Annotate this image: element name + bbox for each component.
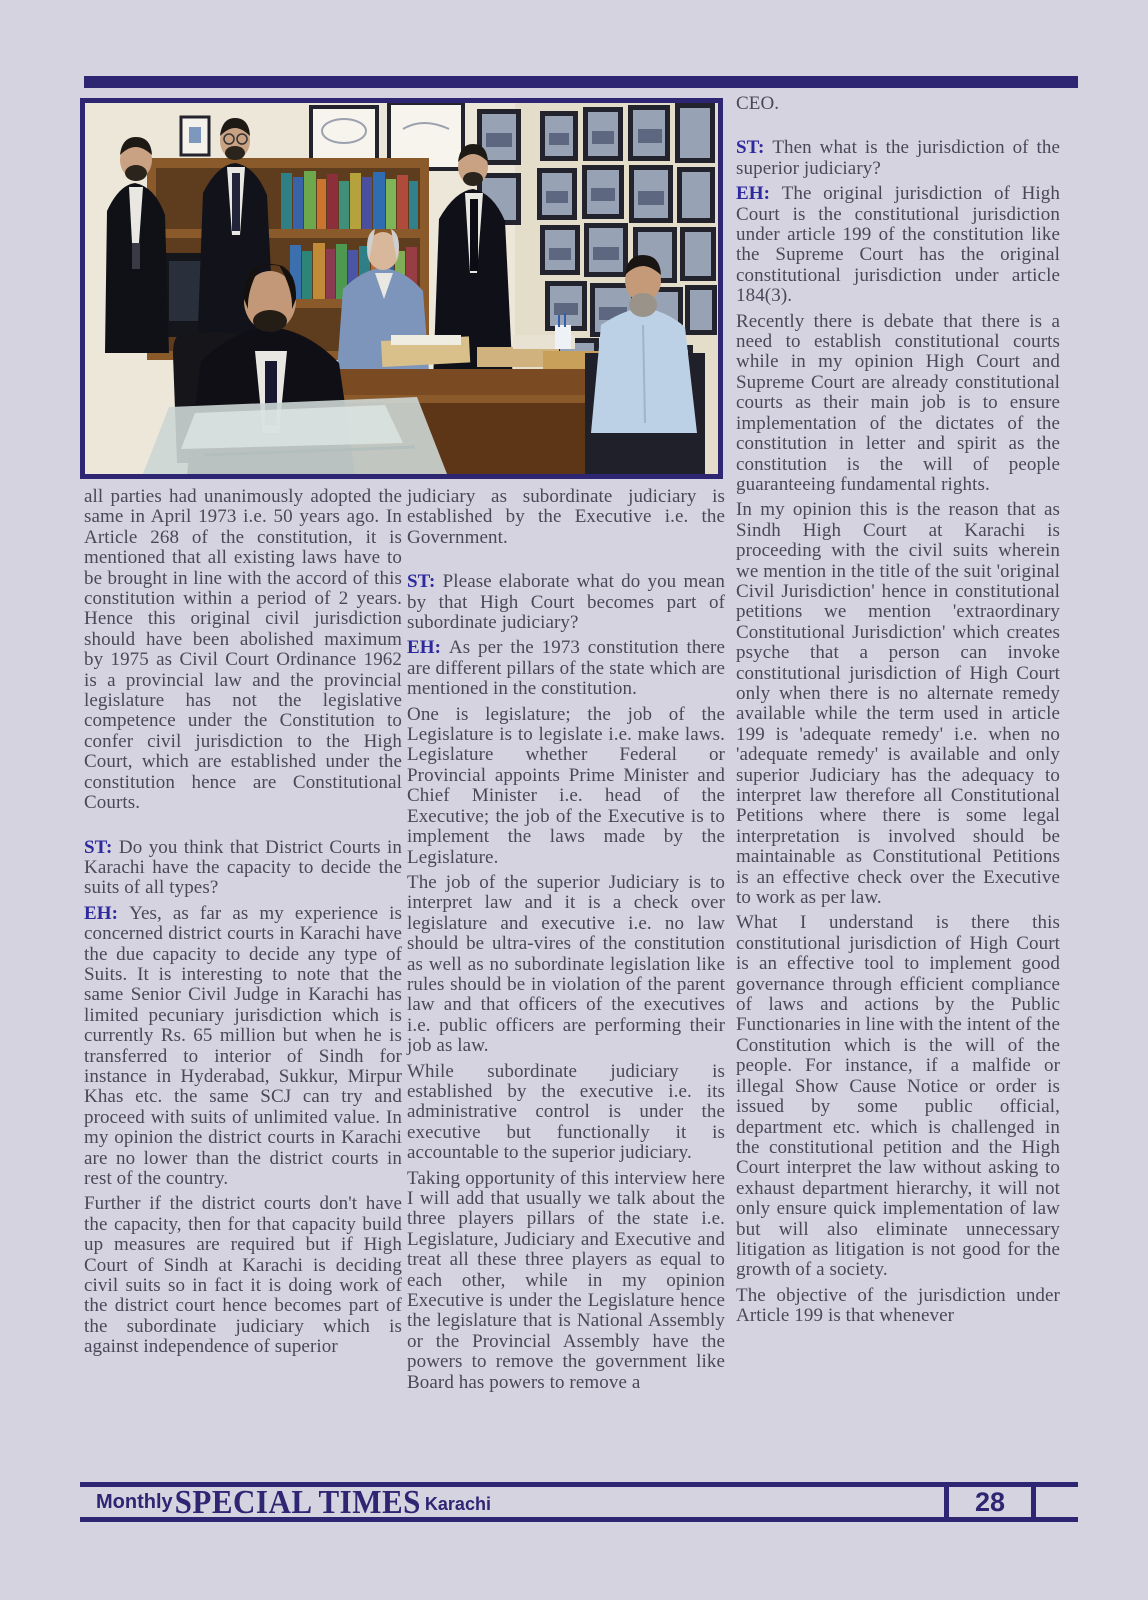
paragraph: EH: Yes, as far as my experience is concerned district courts in Karachi have the due capacity to decide any type of Suits. It is interesting to note that the same Senior Civil Judge in Karachi has limited pecuniary jurisdiction which is currently Rs. 65 million but when he is transferred to interior of Sindh for instance in Hyderabad, Sukkur, Mirpur Khas etc. the same SCJ can try and proceed with suits of unlimited value. In my opinion the district courts in Karachi are no lower than the district courts in rest of the country. bbox=[84, 902, 402, 1189]
speaker-label: EH: bbox=[407, 637, 449, 659]
page-number: 28 bbox=[974, 1486, 1006, 1517]
paragraph: CEO. bbox=[736, 93, 780, 114]
footer-end-cell bbox=[1036, 1487, 1078, 1517]
text-column-3 bbox=[736, 94, 1060, 1332]
paragraph: ST: Do you think that District Courts in Karachi have the capacity to decide the suits of all types? bbox=[84, 836, 403, 899]
paragraph: ST: Please elaborate what do you mean by that High Court becomes part of subordinate judiciary? bbox=[407, 571, 725, 634]
magazine-title: SPECIAL TIMES bbox=[174, 1482, 421, 1521]
office-group-photo-illustration bbox=[85, 103, 718, 474]
paragraph: Taking opportunity of this interview here I will add that usually we talk about the three players pillars of the state i.e. Legislature, Judiciary and Executive and treat all these three players as equal to each other, while in my opinion Executive is under the Legislature hence the legislature that is National Assembly or the Provincial Assembly have the powers to remove the government like Board has powers to remove a bbox=[407, 1167, 725, 1393]
paragraph: What I understand is there this constitutional jurisdiction of High Court is an effective tool to implement good governance through efficient compliance of laws and actions by the Public Functionaries in line with the intent of the Constitution which is the will of the people. For instance, if a malfide or illegal Show Cause Notice or order is issued by some public official, department etc. which is challenged in the constitutional petition and the High Court interpret the law without asking to exhaust department hierarchy, it will not only ensure quick implementation of law but will also eliminate unnecessary litigation as litigation is not good for the growth of a society. bbox=[736, 912, 1060, 1281]
paragraph: One is legislature; the job of the Legislature is to legislate i.e. make laws. Legislature whether Federal or Provincial appoints Prime Minister and Chief Minister i.e. head of the Executive; the job of the Executive is to implement the laws made by the Legislature. bbox=[407, 703, 725, 868]
paragraph: Recently there is debate that there is a need to establish constitutional courts while in my opinion High Court and Supreme Court are already constitutional courts as their main job is to ensure implementation of the dictates of the constitution in letter and spirit as the constitution is the will of people guaranteeing fundamental rights. bbox=[736, 310, 1060, 495]
paragraph: ST: Then what is the jurisdiction of the superior judiciary? bbox=[736, 137, 1060, 179]
paragraph: all parties had unanimously adopted the same in April 1973 i.e. 50 years ago. In Article 268 of the constitution, it is mentioned that all existing laws have to be brought in line with the accord of this constitution within a period of 2 years. Hence this original civil jurisdiction should have been abolished maximum by 1975 as Civil Court Ordinance 1962 is a provincial law and the provincial legislature has not the legislative competence under the Constitution to confer civil jurisdiction to the High Court, which are established under the constitution hence are Constitutional Courts. bbox=[84, 486, 402, 814]
office-group-photo bbox=[80, 98, 723, 479]
top-rule bbox=[84, 76, 1078, 88]
speaker-label: EH: bbox=[736, 183, 782, 205]
magazine-brand bbox=[80, 1482, 944, 1521]
magazine-city: Karachi bbox=[424, 1493, 491, 1514]
speaker-label: EH: bbox=[84, 902, 130, 924]
paragraph: EH: The original jurisdiction of High Court is the constitutional jurisdiction under article 199 of the constitution like the Supreme Court has the original constitutional jurisdiction under article 184(3). bbox=[736, 183, 1060, 307]
paragraph: Further if the district courts don't have the capacity, then for that capacity build up measures are required but if High Court of Sindh at Karachi is deciding civil suits so in fact it is doing work of the district court hence becomes part of the subordinate judiciary which is against independence of superior bbox=[84, 1193, 402, 1358]
paragraph: While subordinate judiciary is established by the executive i.e. its administrative control is under the executive but functionally it is accountable to the superior judiciary. bbox=[407, 1060, 725, 1164]
paragraph: judiciary as subordinate judiciary is established by the Executive i.e. the Government. bbox=[407, 486, 725, 548]
paragraph: The objective of the jurisdiction under Article 199 is that whenever bbox=[736, 1284, 1060, 1327]
speaker-label: ST: bbox=[407, 571, 443, 593]
text-column-2 bbox=[407, 487, 725, 1398]
paragraph: The job of the superior Judiciary is to interpret law and it is a check over legislature and executive i.e. no law should be ultra-vires of the constitution as well as no subordinate legislation like rules should be in violation of the parent law and that officers of the executives i.e. public officers are performing their job as law. bbox=[407, 871, 725, 1057]
speaker-label: ST: bbox=[736, 137, 773, 159]
text-column-1 bbox=[84, 487, 402, 1363]
page-footer bbox=[80, 1482, 1078, 1522]
glass-table bbox=[143, 397, 447, 474]
speaker-label: ST: bbox=[84, 836, 119, 858]
paragraph: In my opinion this is the reason that as Sindh High Court at Karachi is proceeding with the civil suits wherein we mention in the title of the suit 'original Civil Jurisdiction' hence in constitutional petitions we mention 'extraordinary Constitutional Jurisdiction' which creates psyche that a person can invoke constitutional jurisdiction of High Court only when there is no alternate remedy available while the term used in article 199 is 'adequate remedy' i.e. when no 'adequate remedy' is available and only superior Judiciary has the adequacy to interpret law therefore all Constitutional Petitions where there is some legal interpretation is involved should be maintainable as Constitutional Petitions is an effective check over the Executive to work as per law. bbox=[736, 499, 1060, 909]
paragraph: EH: As per the 1973 constitution there are different pillars of the state which are mentioned in the constitution. bbox=[407, 637, 725, 700]
magazine-prefix: Monthly bbox=[96, 1490, 173, 1513]
